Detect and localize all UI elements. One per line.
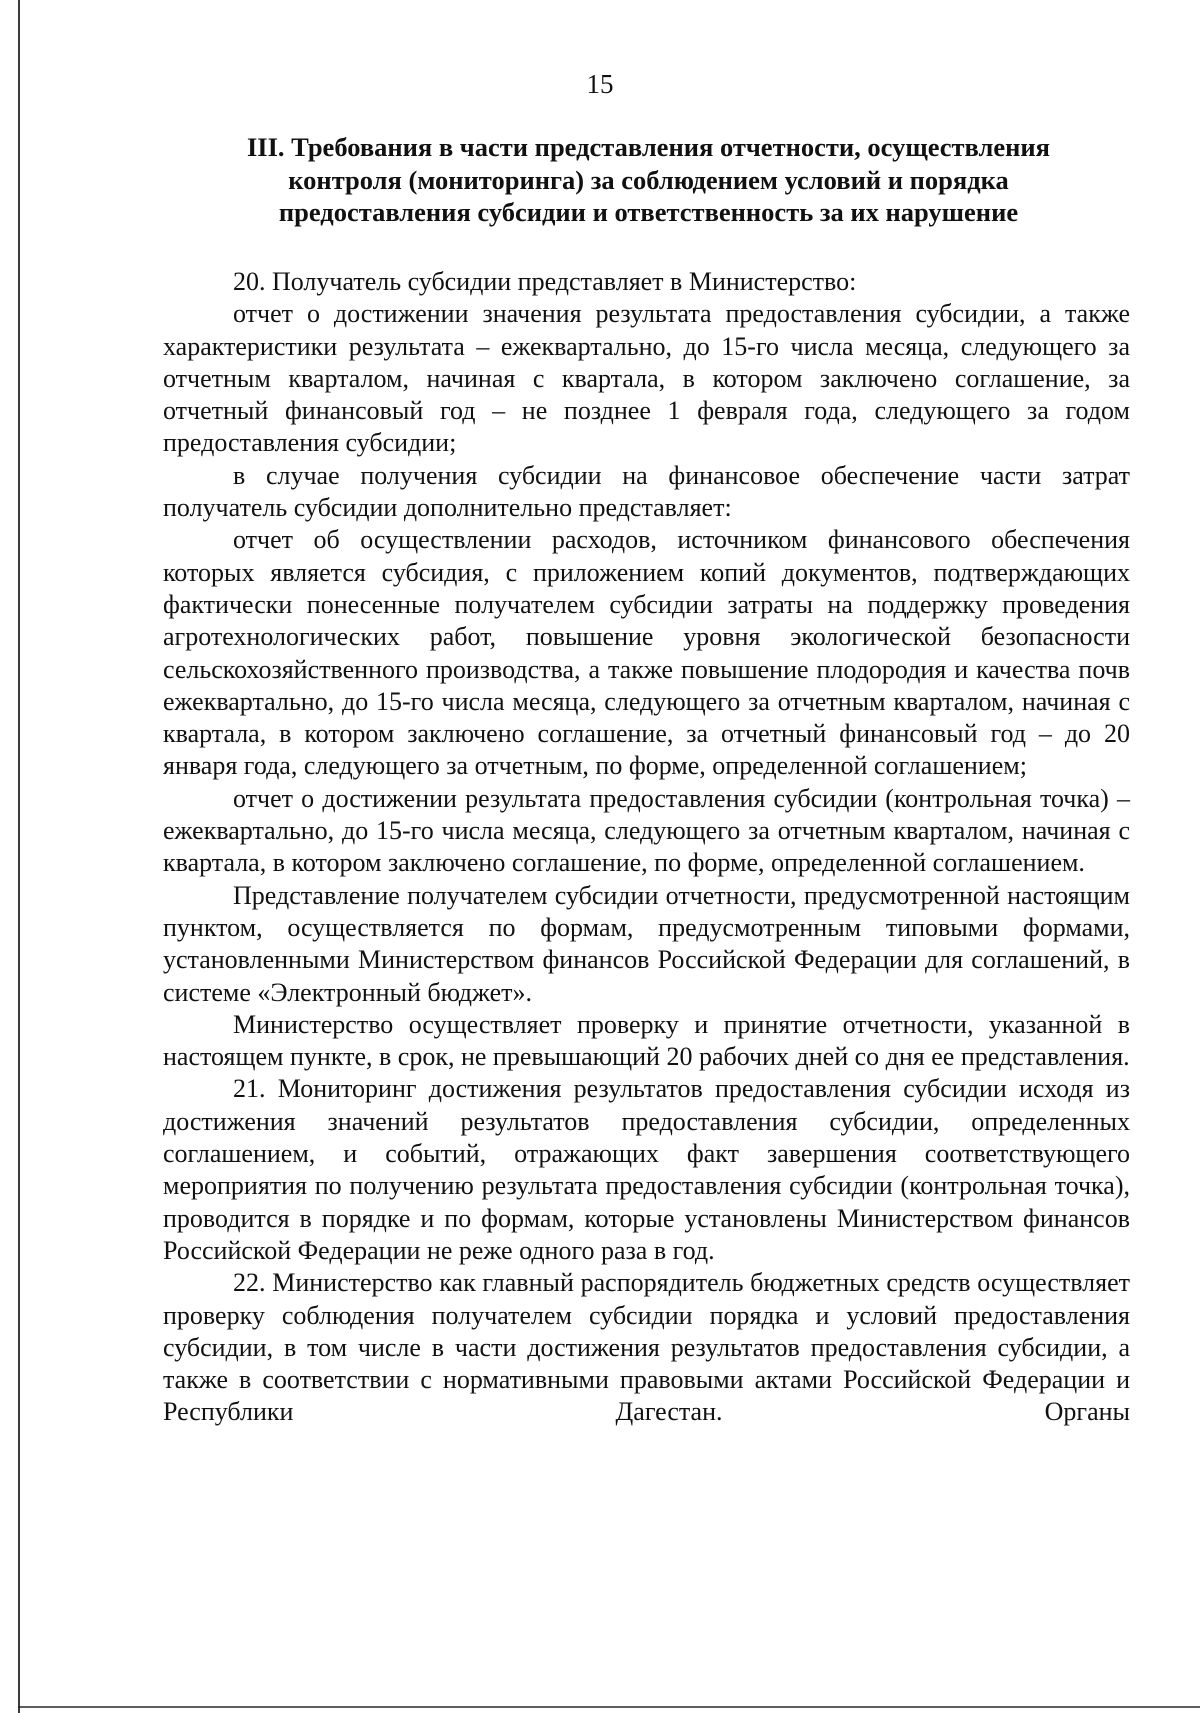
paragraph-item-20: 20. Получатель субсидии представляет в Министерство: <box>233 267 857 296</box>
section-heading-line: III. Требования в части представления отчетности, осуществления <box>246 132 1051 162</box>
document-body <box>163 266 1130 1429</box>
paragraph-expense-report: отчет об осуществлении расходов, источником финансового обеспечения которых является субсидия, с приложением копий документов, подтверждающих фактически понесенные получателем субсидии затраты на поддержку проведения агротехнологических работ, повышение уровня экологической безопасности сельскохозяйственного производства, а также повышение плодородия и качества почв ежеквартально, до 15-го числа месяца, следующего за отчетным кварталом, начиная с квартала, в котором заключено соглашение, за отчетный финансовый год – до 20 января года, следующего за отчетным, по форме, определенной соглашением; <box>163 525 1130 781</box>
section-heading-line: предоставления субсидии и ответственность за их нарушение <box>278 197 1019 227</box>
paragraph-ministry-check: Министерство осуществляет проверку и принятие отчетности, указанной в настоящем пункте, в срок, не превышающий 20 рабочих дней со дня ее представления. <box>163 1009 1130 1072</box>
scan-edge-left <box>18 0 20 1713</box>
scan-edge-bottom <box>18 1706 1200 1708</box>
paragraph-financial-support: в случае получения субсидии на финансовое обеспечение части затрат получатель субсидии дополнительно представляет: <box>163 460 1130 523</box>
paragraph-item-22: 22. Министерство как главный распорядитель бюджетных средств осуществляет проверку соблюдения получателем субсидии порядка и условий предоставления субсидии, в том числе в части достижения результатов предоставления субсидии, а также в соответствии с нормативными правовыми актами Российской Федерации и Республики Дагестан. Органы <box>163 1268 1130 1427</box>
paragraph-report-result: отчет о достижении значения результата предоставления субсидии, а также характеристики результата – ежеквартально, до 15-го числа месяца, следующего за отчетным кварталом, начиная с квартала, в котором заключено соглашение, за отчетный финансовый год – не позднее 1 февраля года, следующего за годом предоставления субсидии; <box>163 299 1130 458</box>
paragraph-reporting-forms: Представление получателем субсидии отчетности, предусмотренной настоящим пунктом, осуществляется по формам, предусмотренным типовыми формами, установленными Министерством финансов Российской Федерации для соглашений, в системе «Электронный бюджет». <box>163 880 1130 1007</box>
page-number: 15 <box>586 69 614 99</box>
paragraph-control-point-report: отчет о достижении результата предоставления субсидии (контрольная точка) – ежеквартально, до 15-го числа месяца, следующего за отчетным кварталом, начиная с квартала, в котором заключено соглашение, по форме, определенной соглашением. <box>163 783 1130 878</box>
paragraph-item-21: 21. Мониторинг достижения результатов предоставления субсидии исходя из достижения значений результатов предоставления субсидии, определенных соглашением, и событий, отражающих факт завершения соответствующего мероприятия по получению результата предоставления субсидии (контрольная точка), проводится в порядке и по формам, которые установлены Министерством финансов Российской Федерации не реже одного раза в год. <box>163 1074 1130 1265</box>
section-heading <box>165 131 1132 229</box>
section-heading-line: контроля (мониторинга) за соблюдением условий и порядка <box>288 164 1009 195</box>
